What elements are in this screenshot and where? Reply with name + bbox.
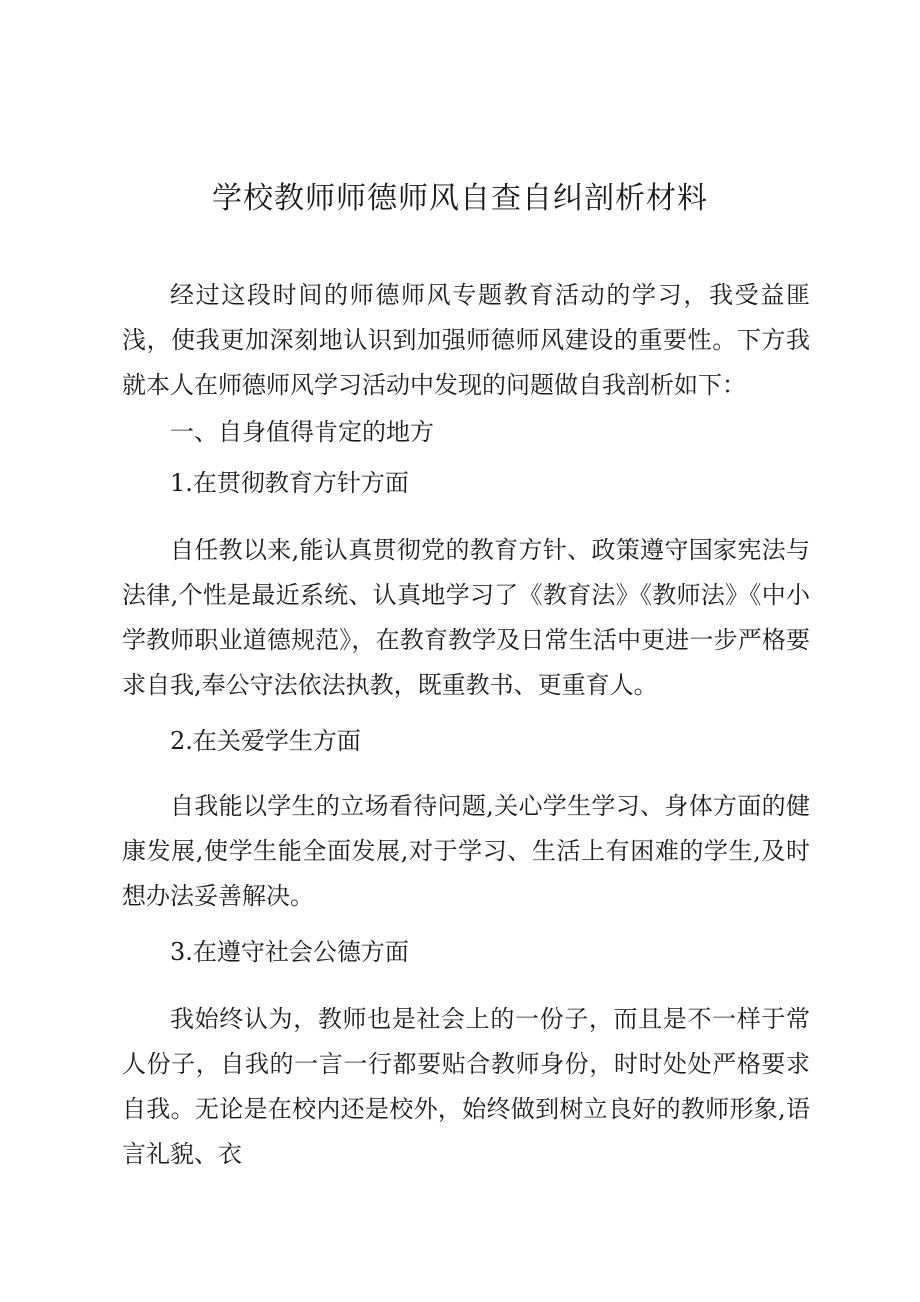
subsection-body-3: 我始终认为，教师也是社会上的一份子，而且是不一样于常人份子，自我的一言一行都要贴合教师身份，时时处处严格要求自我。无论是在校内还是校外，始终做到树立良好的教师形象,语言礼貌、衣: [122, 1005, 810, 1168]
subsection-heading-1: 1.在贯彻教育方针方面: [170, 469, 409, 497]
intro-paragraph: 经过这段时间的师德师风专题教育活动的学习，我受益匪浅，使我更加深刻地认识到加强师德师风建设的重要性。下方我就本人在师德师风学习活动中发现的问题做自我剖析如下：: [122, 281, 810, 399]
subsection-heading-2: 2.在关爱学生方面: [170, 727, 361, 755]
document-title: 学校教师师德师风自查自纠剖析材料: [212, 181, 708, 216]
section-heading-1: 一、自身值得肯定的地方: [170, 418, 434, 446]
subsection-body-1: 自任教以来,能认真贯彻党的教育方针、政策遵守国家宪法与法律,个性是最近系统、认真地学习了《教育法》《教师法》《中小学教师职业道德规范》，在教育教学及日常生活中更进一步严格要求自我,奉公守法依法执教，既重教书、更重育人。: [122, 536, 810, 699]
subsection-body-2: 自我能以学生的立场看待问题,关心学生学习、身体方面的健康发展,使学生能全面发展,对于学习、生活上有困难的学生,及时想办法妥善解决。: [122, 792, 810, 910]
subsection-heading-3: 3.在遵守社会公德方面: [170, 938, 409, 966]
